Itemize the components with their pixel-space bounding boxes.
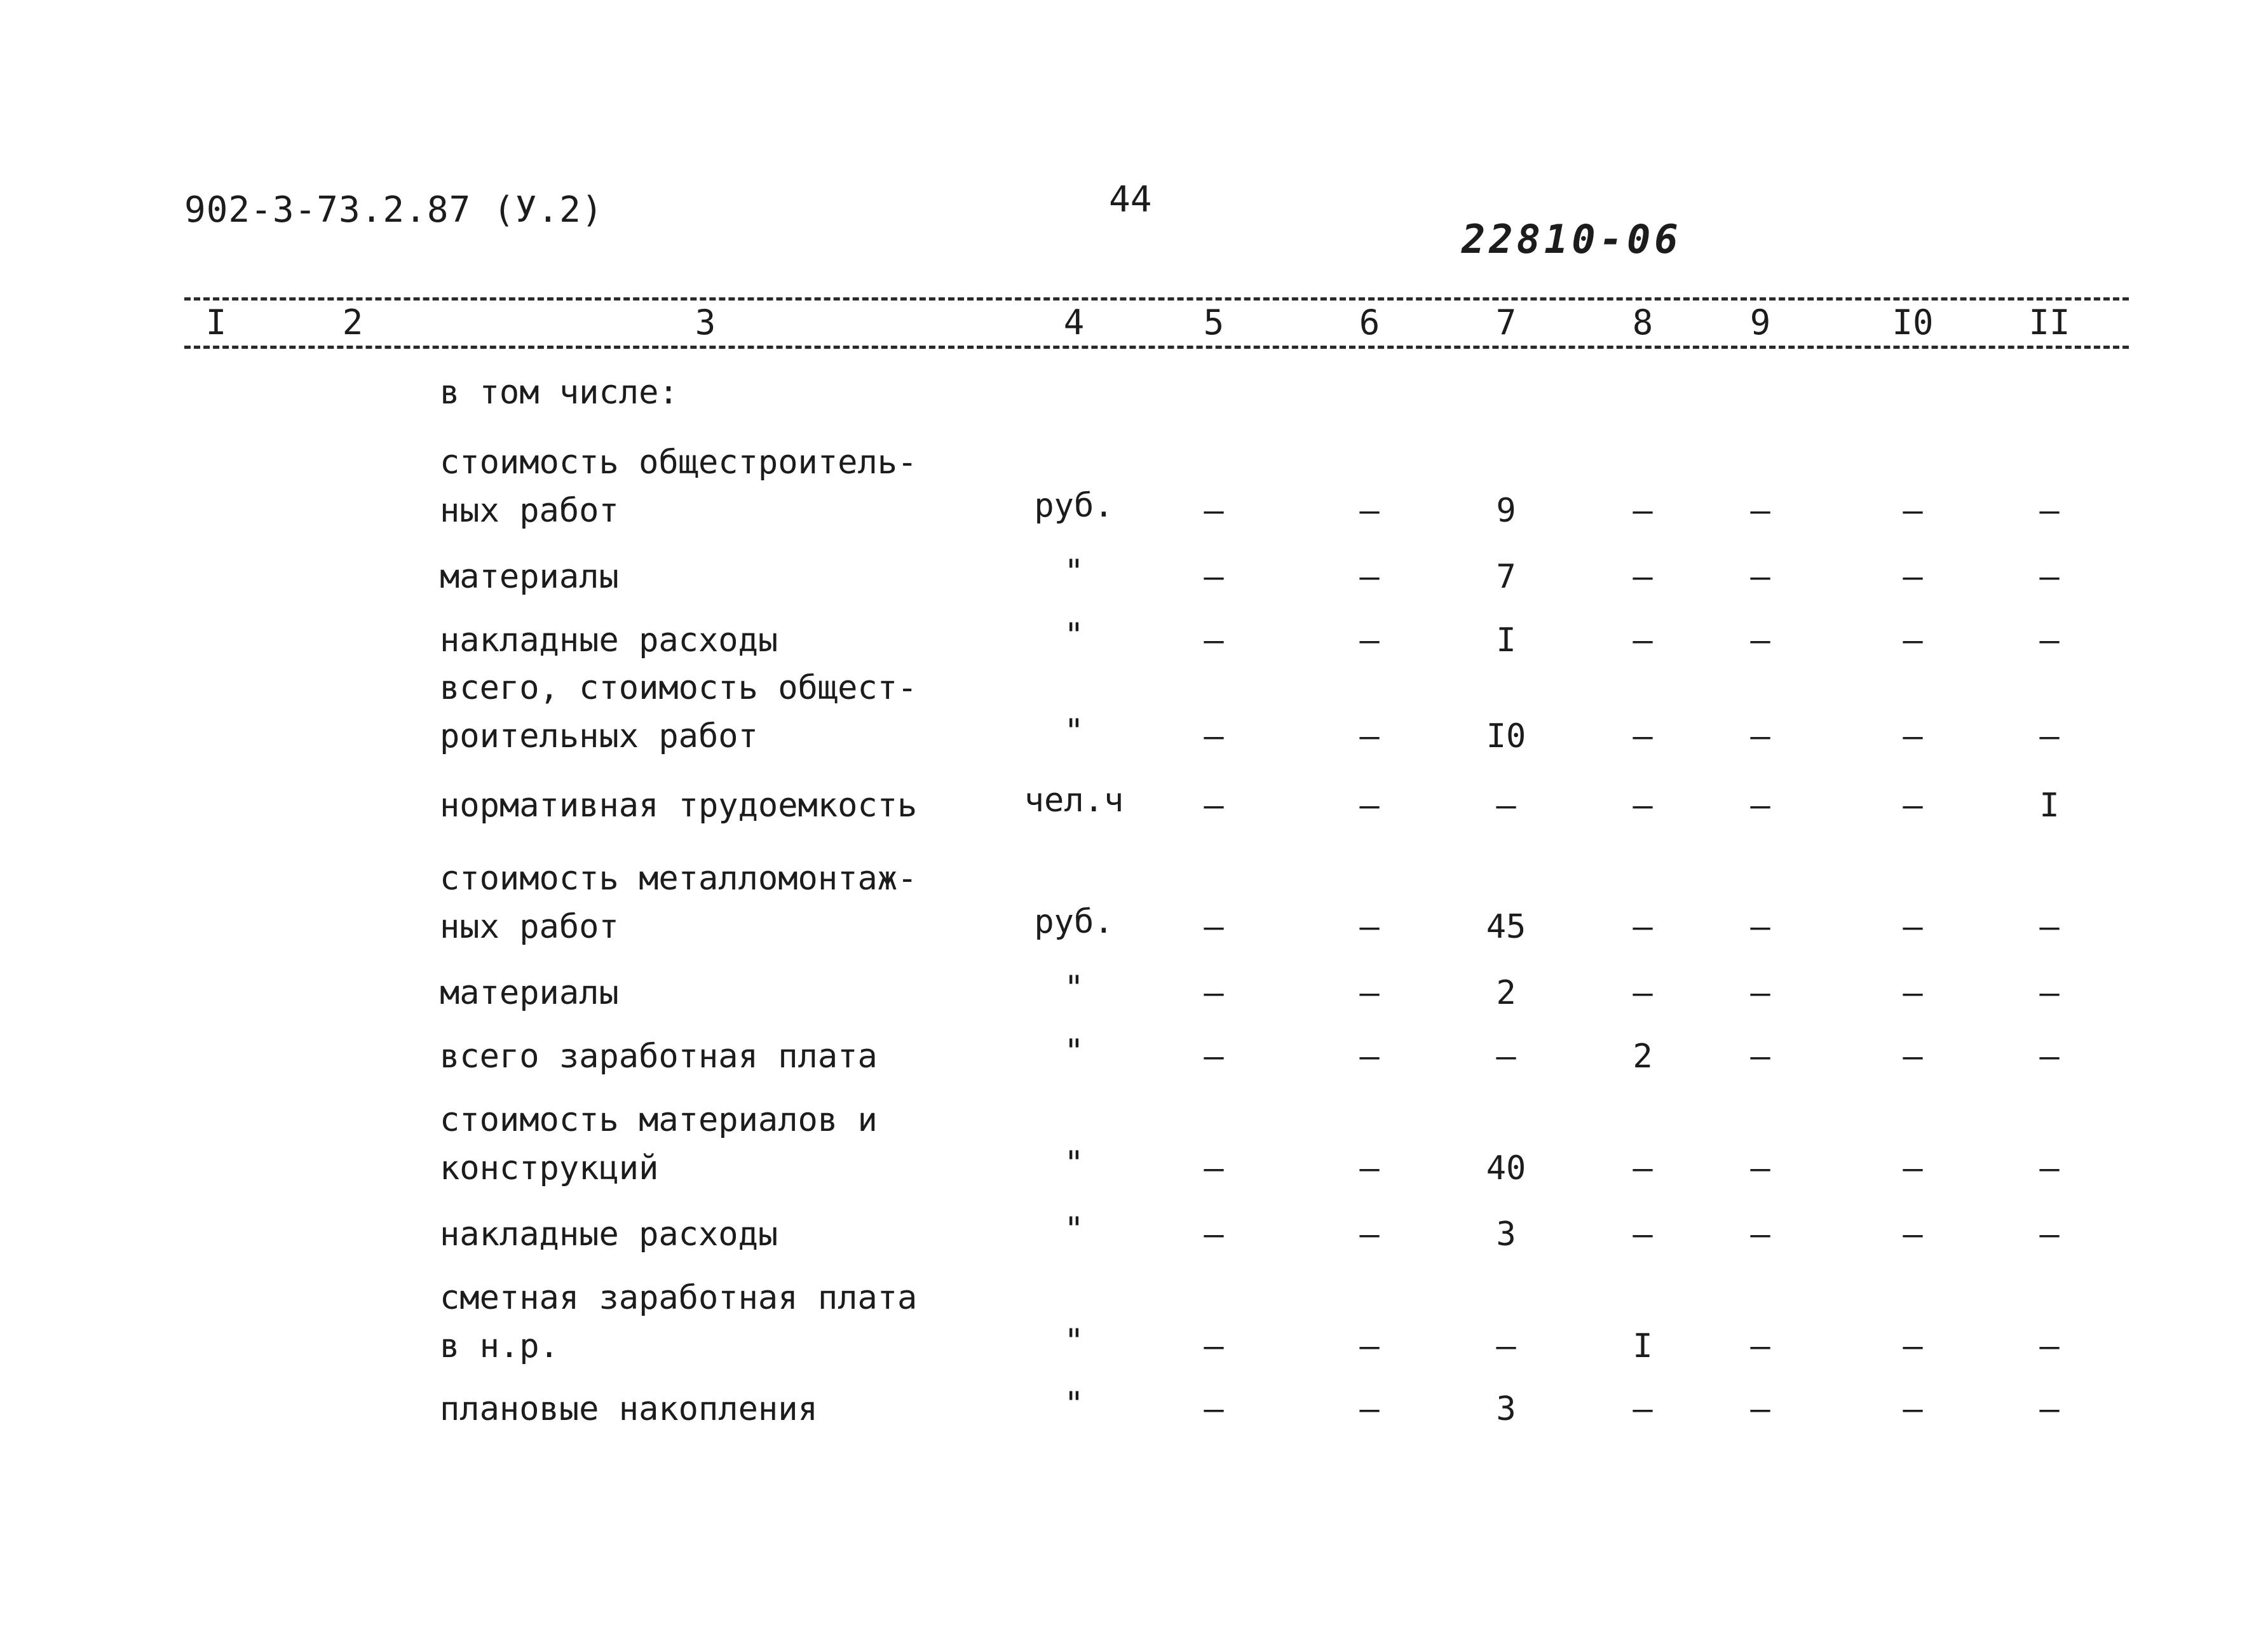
cell-col-11: –	[2039, 492, 2060, 530]
cell-col-6: –	[1359, 717, 1380, 755]
row-unit: "	[1064, 1322, 1084, 1360]
cell-col-8: –	[1633, 974, 1653, 1012]
page-number: 44	[1109, 179, 1152, 220]
cell-col-11: –	[2039, 717, 2060, 755]
cell-col-8: –	[1633, 908, 1653, 946]
cell-col-8: –	[1633, 717, 1653, 755]
cell-col-10: –	[1903, 1149, 1923, 1187]
cell-col-7: –	[1496, 787, 1516, 825]
row-name-line: ных работ	[440, 492, 619, 530]
row-name-line: стоимость материалов и	[440, 1101, 878, 1139]
row-unit: чел.ч	[1024, 781, 1124, 820]
row-unit: "	[1064, 1032, 1084, 1071]
cell-col-7: 9	[1496, 492, 1516, 530]
row-name-line: материалы	[440, 974, 619, 1012]
row-name-line: в н.р.	[440, 1327, 559, 1365]
cell-col-10: –	[1903, 717, 1923, 755]
column-header-8: 8	[1632, 302, 1653, 342]
cell-col-7: 7	[1496, 558, 1516, 596]
column-header-2: 2	[342, 302, 363, 342]
cell-col-9: –	[1750, 974, 1770, 1012]
row-name-line: накладные расходы	[440, 1215, 778, 1254]
column-header-5: 5	[1203, 302, 1225, 342]
cell-col-11: –	[2039, 1038, 2060, 1076]
cell-col-6: –	[1359, 908, 1380, 946]
cell-col-8: 2	[1633, 1038, 1653, 1076]
column-header-9: 9	[1749, 302, 1771, 342]
cell-col-8: –	[1633, 1215, 1653, 1254]
cell-col-6: –	[1359, 1038, 1380, 1076]
cell-col-5: –	[1204, 787, 1224, 825]
row-name-line: нормативная трудоемкость	[440, 787, 918, 825]
table-row	[0, 781, 2268, 832]
cell-col-9: –	[1750, 1327, 1770, 1365]
cell-col-9: –	[1750, 492, 1770, 530]
cell-col-6: –	[1359, 1149, 1380, 1187]
cell-col-5: –	[1204, 558, 1224, 596]
cell-col-7: I0	[1486, 717, 1526, 755]
column-header-11: II	[2028, 302, 2070, 342]
cell-col-5: –	[1204, 908, 1224, 946]
cell-col-10: –	[1903, 908, 1923, 946]
row-unit: "	[1064, 969, 1084, 1007]
cell-col-10: –	[1903, 558, 1923, 596]
cell-col-8: –	[1633, 1390, 1653, 1428]
column-header-4: 4	[1063, 302, 1085, 342]
cell-col-10: –	[1903, 974, 1923, 1012]
table-row	[0, 1210, 2268, 1261]
table-row	[0, 1274, 2268, 1365]
column-header-1: I	[205, 302, 227, 342]
row-unit: руб.	[1034, 903, 1114, 941]
cell-col-7: –	[1496, 1038, 1516, 1076]
cell-col-6: –	[1359, 1390, 1380, 1428]
column-header-6: 6	[1359, 302, 1380, 342]
row-unit: "	[1064, 1210, 1084, 1248]
table-row	[0, 1096, 2268, 1187]
cell-col-5: –	[1204, 974, 1224, 1012]
cell-col-10: –	[1903, 1215, 1923, 1254]
header-rule-bottom	[184, 346, 2129, 349]
row-unit: "	[1064, 616, 1084, 654]
table-row	[0, 969, 2268, 1020]
cell-col-9: –	[1750, 1390, 1770, 1428]
cell-col-9: –	[1750, 908, 1770, 946]
table-row	[0, 1385, 2268, 1436]
row-name-line: материалы	[440, 558, 619, 596]
row-name-line: сметная заработная плата	[440, 1279, 918, 1317]
row-unit: "	[1064, 1144, 1084, 1182]
cell-col-11: I	[2039, 787, 2060, 825]
cell-col-11: –	[2039, 974, 2060, 1012]
column-header-7: 7	[1495, 302, 1517, 342]
row-name-line: стоимость металломонтаж-	[440, 860, 918, 898]
cell-col-9: –	[1750, 1149, 1770, 1187]
cell-col-9: –	[1750, 717, 1770, 755]
cell-col-9: –	[1750, 1215, 1770, 1254]
header-rule-top	[184, 297, 2129, 301]
cell-col-10: –	[1903, 1390, 1923, 1428]
cell-col-8: –	[1633, 492, 1653, 530]
table-row	[0, 664, 2268, 755]
cell-col-11: –	[2039, 558, 2060, 596]
cell-col-7: 3	[1496, 1215, 1516, 1254]
cell-col-8: –	[1633, 621, 1653, 659]
cell-col-7: 3	[1496, 1390, 1516, 1428]
cell-col-11: –	[2039, 908, 2060, 946]
cell-col-10: –	[1903, 1038, 1923, 1076]
row-name-line: всего заработная плата	[440, 1038, 878, 1076]
row-unit: "	[1064, 712, 1084, 750]
cell-col-11: –	[2039, 1149, 2060, 1187]
cell-col-5: –	[1204, 1038, 1224, 1076]
cell-col-5: –	[1204, 1327, 1224, 1365]
table-row	[0, 553, 2268, 604]
cell-col-9: –	[1750, 787, 1770, 825]
row-name-line: роительных работ	[440, 717, 758, 755]
row-name-line: плановые накопления	[440, 1390, 818, 1428]
cell-col-10: –	[1903, 492, 1923, 530]
cell-col-8: I	[1633, 1327, 1653, 1365]
document-code: 902-3-73.2.87 (У.2)	[184, 189, 604, 231]
table-row	[0, 616, 2268, 667]
table-row	[0, 438, 2268, 530]
cell-col-9: –	[1750, 558, 1770, 596]
column-header-3: 3	[695, 302, 716, 342]
cell-col-6: –	[1359, 558, 1380, 596]
cell-col-7: 40	[1486, 1149, 1526, 1187]
cell-col-8: –	[1633, 1149, 1653, 1187]
cell-col-5: –	[1204, 1215, 1224, 1254]
cell-col-10: –	[1903, 1327, 1923, 1365]
cell-col-9: –	[1750, 621, 1770, 659]
cell-col-11: –	[2039, 1390, 2060, 1428]
row-name-line: накладные расходы	[440, 621, 778, 659]
cell-col-6: –	[1359, 492, 1380, 530]
cell-col-5: –	[1204, 717, 1224, 755]
cell-col-5: –	[1204, 1390, 1224, 1428]
row-unit: руб.	[1034, 487, 1114, 525]
cell-col-6: –	[1359, 1327, 1380, 1365]
row-unit: "	[1064, 1385, 1084, 1423]
cell-col-6: –	[1359, 1215, 1380, 1254]
cell-col-7: –	[1496, 1327, 1516, 1365]
row-name-line: стоимость общестроитель-	[440, 443, 918, 482]
cell-col-10: –	[1903, 621, 1923, 659]
cell-col-6: –	[1359, 621, 1380, 659]
table-row	[0, 1032, 2268, 1083]
cell-col-7: I	[1496, 621, 1516, 659]
cell-col-11: –	[2039, 1215, 2060, 1254]
cell-col-7: 45	[1486, 908, 1526, 946]
column-header-10: I0	[1892, 302, 1934, 342]
table-row	[0, 855, 2268, 946]
cell-col-8: –	[1633, 787, 1653, 825]
cell-col-9: –	[1750, 1038, 1770, 1076]
cell-col-6: –	[1359, 787, 1380, 825]
cell-col-5: –	[1204, 1149, 1224, 1187]
cell-col-7: 2	[1496, 974, 1516, 1012]
cell-col-11: –	[2039, 1327, 2060, 1365]
cell-col-10: –	[1903, 787, 1923, 825]
row-name-line: ных работ	[440, 908, 619, 946]
row-unit: "	[1064, 553, 1084, 591]
row-name-line: всего, стоимость общест-	[440, 669, 918, 707]
cell-col-6: –	[1359, 974, 1380, 1012]
sheet-stamp: 22810-06	[1462, 216, 1682, 262]
section-title: в том числе:	[440, 374, 679, 412]
cell-col-11: –	[2039, 621, 2060, 659]
cell-col-8: –	[1633, 558, 1653, 596]
cell-col-5: –	[1204, 621, 1224, 659]
row-name-line: конструкций	[440, 1149, 659, 1187]
cell-col-5: –	[1204, 492, 1224, 530]
